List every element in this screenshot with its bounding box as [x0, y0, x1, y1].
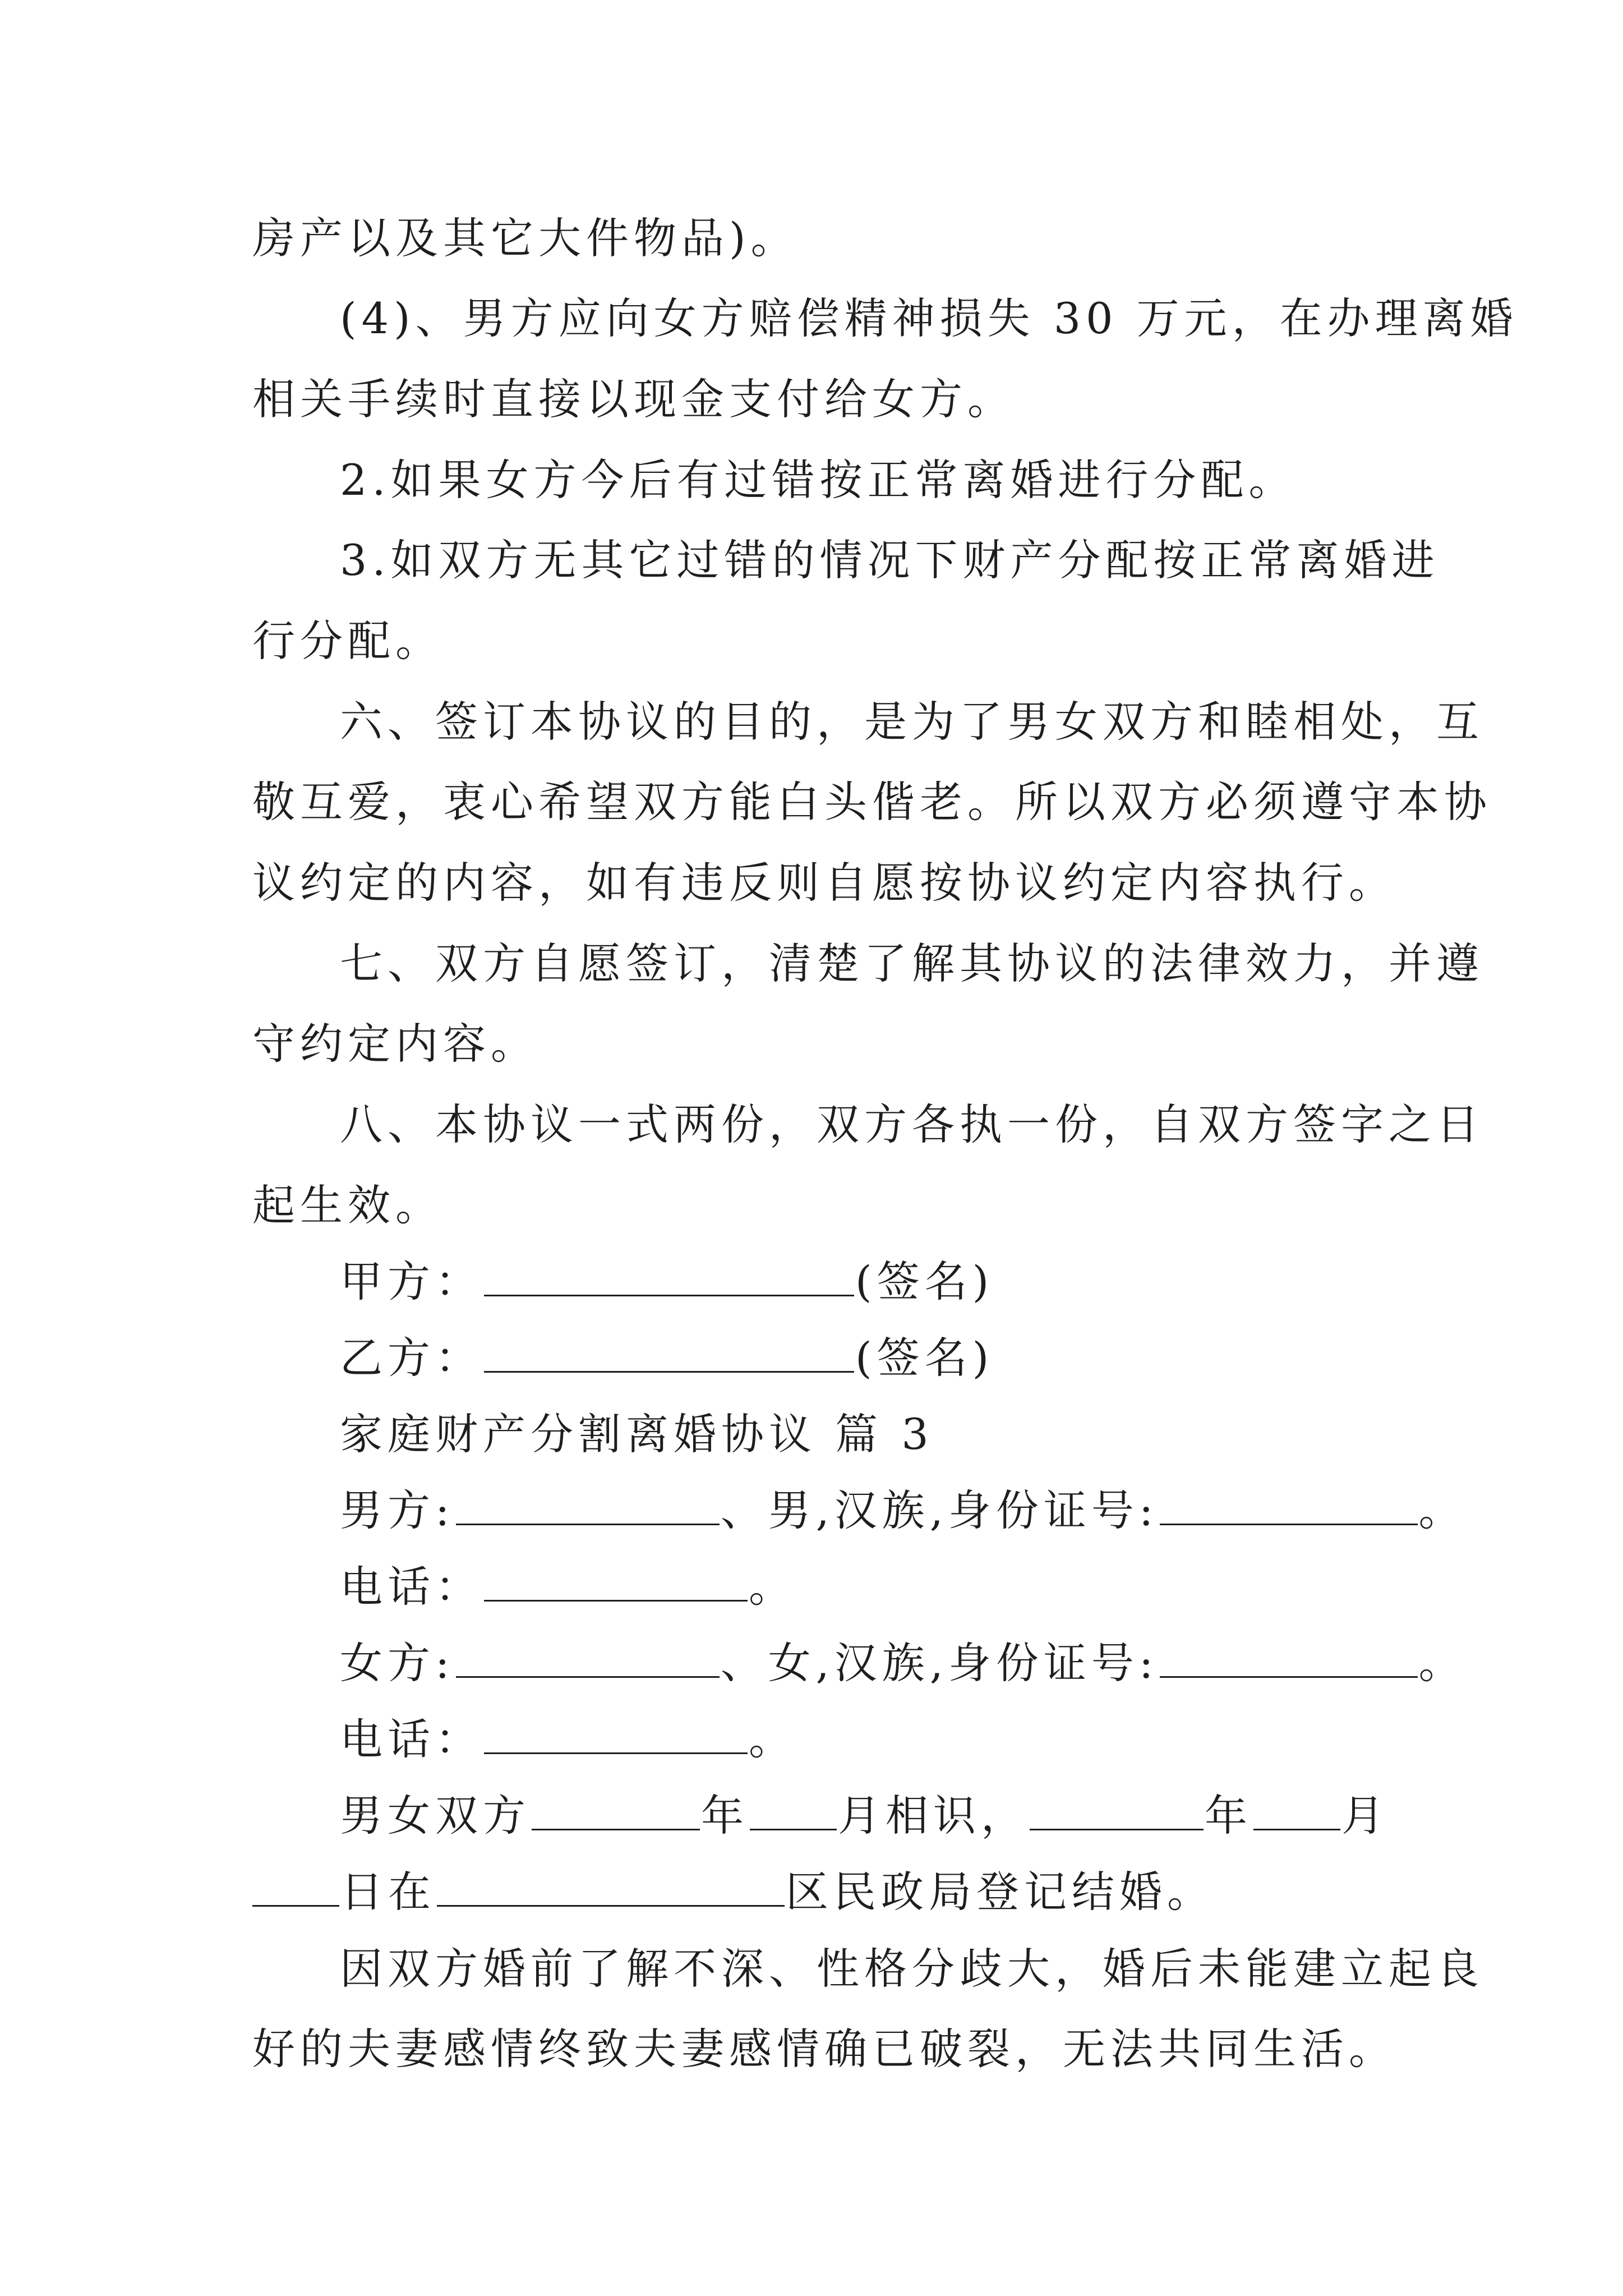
phone-label: 电话：	[340, 1714, 483, 1764]
female-phone-line	[340, 1711, 796, 1768]
month-label: 月	[838, 1791, 886, 1841]
party-a-signature-line	[340, 1254, 994, 1310]
male-info-line	[340, 1483, 1467, 1539]
district-field[interactable]	[437, 1866, 785, 1907]
male-phone-field[interactable]	[484, 1561, 748, 1602]
married-month-field[interactable]	[1253, 1789, 1340, 1830]
text-line: 因双方婚前了解不深、性格分歧大，婚后未能建立起良	[340, 1944, 1484, 1994]
married-year-field[interactable]	[1030, 1789, 1204, 1830]
party-b-label: 乙方：	[340, 1333, 483, 1383]
sign-note: (签名)	[855, 1333, 994, 1383]
period: 。	[749, 1714, 796, 1764]
text-line: 八、本协议一式两份，双方各执一份，自双方签字之日	[340, 1099, 1484, 1149]
male-phone-line	[340, 1559, 796, 1615]
marriage-line-2	[252, 1864, 1215, 1920]
marriage-text: 男女双方	[340, 1791, 531, 1841]
text-line: 议约定的内容，如有违反则自愿按协议约定内容执行。	[252, 858, 1396, 908]
text-line: 起生效。	[252, 1180, 443, 1230]
female-label: 女方:	[340, 1638, 455, 1688]
met-month-field[interactable]	[750, 1789, 837, 1830]
text-line: 3.如双方无其它过错的情况下财产分配按正常离婚进	[340, 535, 1440, 585]
married-day-field[interactable]	[252, 1866, 339, 1907]
male-name-field[interactable]	[456, 1484, 720, 1525]
met-year-field[interactable]	[532, 1789, 700, 1830]
male-mid-text: 、男,汉族,身份证号:	[720, 1485, 1159, 1535]
male-label: 男方:	[340, 1485, 455, 1535]
female-info-line	[340, 1635, 1467, 1691]
text-line: 相关手续时直接以现金支付给女方。	[252, 374, 1015, 424]
text-line: 守约定内容。	[252, 1019, 538, 1069]
female-phone-field[interactable]	[484, 1713, 748, 1754]
male-id-field[interactable]	[1160, 1484, 1418, 1525]
day-at-text: 日在	[340, 1867, 436, 1917]
period: 。	[749, 1562, 796, 1612]
text-line: 六、签订本协议的目的，是为了男女双方和睦相处，互	[340, 697, 1484, 747]
female-name-field[interactable]	[456, 1637, 720, 1678]
phone-label: 电话：	[340, 1562, 483, 1612]
period: 。	[1418, 1485, 1467, 1535]
text-line: (4)、男方应向女方赔偿精神损失 30 万元，在办理离婚	[340, 293, 1518, 343]
party-a-label: 甲方：	[340, 1257, 483, 1306]
text-line: 行分配。	[252, 616, 443, 666]
year-label: 年	[1205, 1791, 1252, 1841]
female-id-field[interactable]	[1160, 1637, 1418, 1678]
marriage-line-1	[340, 1788, 1389, 1844]
month-label: 月	[1341, 1791, 1389, 1841]
text-line: 敬互爱，衷心希望双方能白头偕老。所以双方必须遵守本协	[252, 777, 1492, 827]
text-line: 七、双方自愿签订，清楚了解其协议的法律效力，并遵	[340, 938, 1484, 988]
party-b-signature-line	[340, 1330, 994, 1386]
female-mid-text: 、女,汉族,身份证号:	[720, 1638, 1159, 1688]
registered-text: 区民政局登记结婚。	[786, 1867, 1215, 1917]
sign-note: (签名)	[855, 1257, 994, 1306]
section-heading: 家庭财产分割离婚协议 篇 3	[340, 1409, 934, 1459]
party-b-signature-field[interactable]	[484, 1332, 854, 1373]
text-line: 房产以及其它大件物品)。	[252, 213, 799, 263]
period: 。	[1418, 1638, 1467, 1688]
party-a-signature-field[interactable]	[484, 1255, 854, 1296]
year-label: 年	[701, 1791, 749, 1841]
met-text: 相识，	[886, 1791, 1029, 1841]
text-line: 好的夫妻感情终致夫妻感情确已破裂，无法共同生活。	[252, 2024, 1396, 2074]
text-line: 2.如果女方今后有过错按正常离婚进行分配。	[340, 455, 1297, 505]
